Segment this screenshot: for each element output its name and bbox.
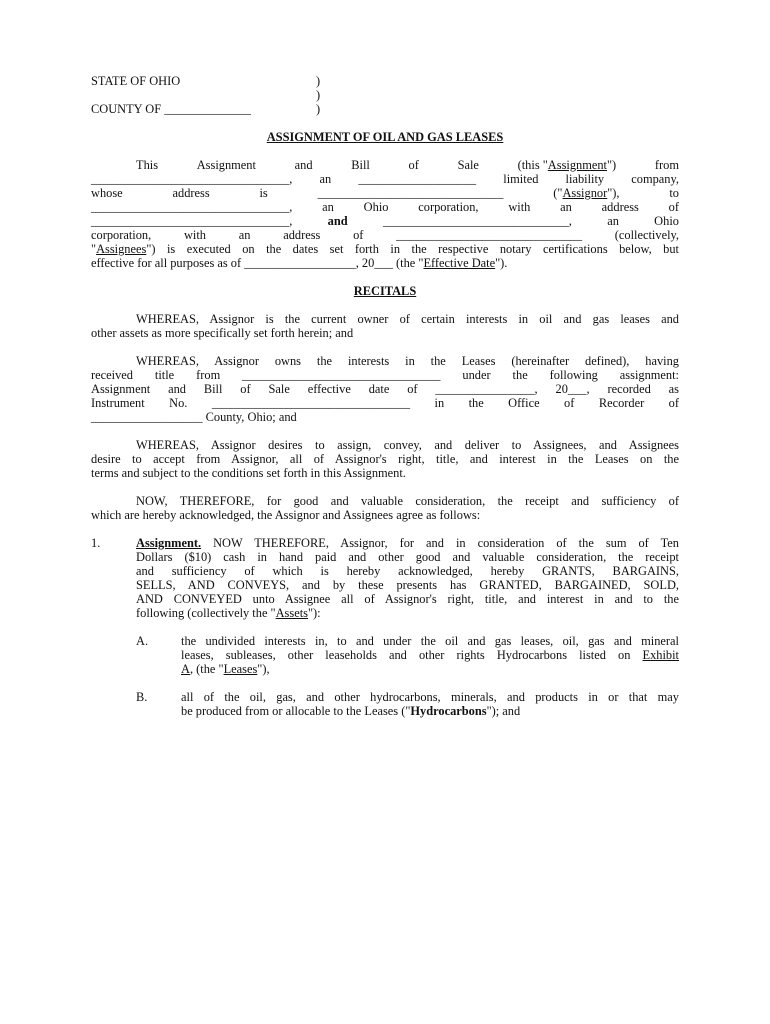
- section-1-line-4: SELLS, AND CONVEYS, and by these presents has GRANTED, BARGAINED, SOLD,: [136, 578, 679, 592]
- defined-term-assignor: Assignor: [562, 186, 608, 200]
- now-therefore-line-1: NOW, THEREFORE, for good and valuable consideration, the receipt and sufficiency of: [136, 494, 679, 508]
- recital-3-line-1: WHEREAS, Assignor desires to assign, convey, and deliver to Assignees, and Assignees: [136, 438, 679, 452]
- intro-word: Sale: [457, 158, 479, 172]
- item-a-line-3: A, (the "Leases"),: [181, 662, 270, 676]
- caption-paren: ): [316, 102, 321, 116]
- section-1-line-3: and sufficiency of which is hereby acknowledged, hereby GRANTS, BARGAINS,: [136, 564, 679, 578]
- intro-defined-assignment: (this "Assignment"): [517, 158, 617, 172]
- section-1-heading: Assignment.: [136, 536, 202, 550]
- recital-1-line-1: WHEREAS, Assignor is the current owner of certain interests in oil and gas leases and: [136, 312, 679, 326]
- recital-2-line-2: received title from ________________________________ under the following assignment:: [91, 368, 679, 382]
- intro-word: of: [408, 158, 419, 172]
- intro-line-5: ________________________________, and ______________________________, an Ohio: [91, 214, 679, 228]
- recital-3-line-3: terms and subject to the conditions set forth in this Assignment.: [91, 466, 406, 480]
- defined-term-assets: Assets: [275, 606, 308, 620]
- intro-word: This: [136, 158, 159, 172]
- caption-state: STATE OF OHIO: [91, 74, 181, 88]
- document-title: ASSIGNMENT OF OIL AND GAS LEASES: [266, 130, 504, 144]
- item-a-line-1: the undivided interests in, to and under the oil and gas leases, oil, gas and mineral: [181, 634, 679, 648]
- item-b-line-1: all of the oil, gas, and other hydrocarbons, minerals, and products in or that may: [181, 690, 679, 704]
- section-1-line-1: Assignment. NOW THEREFORE, Assignor, for and in consideration of the sum of Ten: [136, 536, 679, 550]
- intro-line-8: effective for all purposes as of __________________, 20___ (the "Effective Date").: [91, 256, 508, 270]
- defined-term-hydrocarbons: Hydrocarbons: [410, 704, 487, 718]
- recitals-heading: RECITALS: [353, 284, 417, 298]
- intro-line-3: whose address is ______________________________ ("Assignor"), to: [91, 186, 679, 200]
- recital-2-line-4: Instrument No. ________________________________ in the Office of Recorder of: [91, 396, 679, 410]
- recital-2-line-5: __________________ County, Ohio; and: [91, 410, 297, 424]
- section-1-line-5: AND CONVEYED unto Assignee all of Assignor's right, title, and interest in and to the: [136, 592, 679, 606]
- intro-word: Assignment: [196, 158, 256, 172]
- intro-line-6: corporation, with an address of ______________________________ (collectively,: [91, 228, 679, 242]
- recital-3-line-2: desire to accept from Assignor, all of Assignor's right, title, and interest in the Leases on the: [91, 452, 679, 466]
- intro-line-1: [136, 158, 679, 172]
- caption-county: COUNTY OF ______________: [91, 102, 251, 116]
- intro-line-2: ________________________________, an ___________________ limited liability company,: [91, 172, 679, 186]
- section-1-line-2: Dollars ($10) cash in hand paid and other good and valuable consideration, the receipt: [136, 550, 679, 564]
- intro-word: and: [294, 158, 313, 172]
- defined-term-effective-date: Effective Date: [423, 256, 496, 270]
- exhibit-reference: A: [181, 662, 190, 676]
- defined-term-assignees: Assignees: [96, 242, 147, 256]
- intro-line-4: ________________________________, an Ohio corporation, with an address of: [91, 200, 679, 214]
- section-1-line-6: following (collectively the "Assets"):: [136, 606, 321, 620]
- defined-term-leases: Leases: [223, 662, 258, 676]
- item-b-line-2: be produced from or allocable to the Leases ("Hydrocarbons"); and: [181, 704, 521, 718]
- section-1-number: 1.: [91, 536, 101, 550]
- item-a-line-2: leases, subleases, other leaseholds and other rights Hydrocarbons listed on Exhibit: [181, 648, 679, 662]
- item-b-label: B.: [136, 690, 148, 704]
- recital-2-line-3: Assignment and Bill of Sale effective date of ________________, 20___, recorded as: [91, 382, 679, 396]
- now-therefore-line-2: which are hereby acknowledged, the Assignor and Assignees agree as follows:: [91, 508, 481, 522]
- caption-paren: ): [316, 74, 321, 88]
- recital-1-line-2: other assets as more specifically set forth herein; and: [91, 326, 354, 340]
- intro-word: from: [654, 158, 679, 172]
- intro-line-7: "Assignees") is executed on the dates set forth in the respective notary certifications below, but: [91, 242, 679, 256]
- exhibit-reference: Exhibit: [642, 648, 679, 662]
- item-a-label: A.: [136, 634, 149, 648]
- intro-word: Bill: [351, 158, 370, 172]
- recital-2-line-1: WHEREAS, Assignor owns the interests in the Leases (hereinafter defined), having: [136, 354, 679, 368]
- caption-paren: ): [316, 88, 321, 102]
